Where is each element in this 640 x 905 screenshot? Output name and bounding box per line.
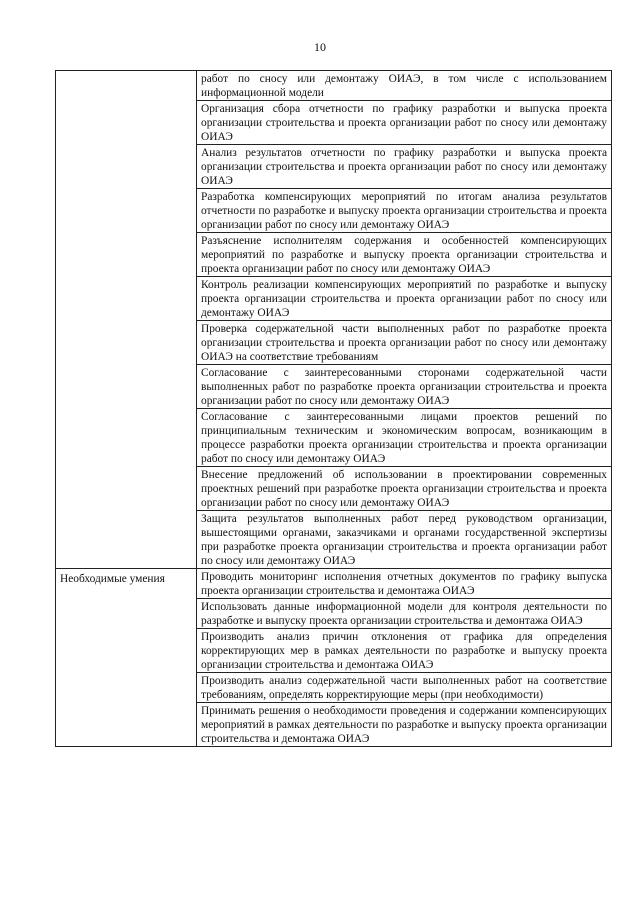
table-row [56,71,612,101]
table-row [56,569,612,599]
labor-action-item: Анализ результатов отчетности по графику разработки и выпуска проекта организации строительства и проекта организации работ по сносу или демонтажу ОИАЭ [197,145,612,189]
labor-action-item: Разработка компенсирующих мероприятий по итогам анализа результатов отчетности по разработке и выпуску проекта организации строительства и проекта организации работ по сносу или демонтажу ОИАЭ [197,189,612,233]
skill-item: Производить анализ причин отклонения от графика для определения корректирующих мер в рамках деятельности по разработке и выпуску проекта организации строительства и демонтажа ОИАЭ [197,629,612,673]
section-label-empty [56,71,197,569]
labor-action-item: Внесение предложений об использовании в проектировании современных проектных решений при разработке проекта организации строительства и проекта организации работ по сносу или демонтажу ОИАЭ [197,467,612,511]
labor-action-item: Согласование с заинтересованными лицами проектов решений по принципиальным техническим и экономическим вопросам, возникающим в процессе разработки проекта организации строительства и проекта организации работ по сносу или демонтажу ОИАЭ [197,409,612,467]
competency-table [55,70,612,747]
skill-item: Принимать решения о необходимости проведения и содержании компенсирующих мероприятий в рамках деятельности по разработке и выпуску проекта организации строительства и демонтажа ОИАЭ [197,703,612,747]
labor-action-item: Организация сбора отчетности по графику разработки и выпуска проекта организации строительства и проекта организации работ по сносу или демонтажу ОИАЭ [197,101,612,145]
skill-item: Использовать данные информационной модели для контроля деятельности по разработке и выпуску проекта организации строительства и демонтажа ОИАЭ [197,599,612,629]
page-number: 10 [314,40,326,54]
labor-action-item: Защита результатов выполненных работ перед руководством организации, вышестоящими органами, заказчиками и органами государственной экспертизы при разработке проекта организации строительства и проекта организации работ по сносу или демонтажу ОИАЭ [197,511,612,569]
skill-item: Проводить мониторинг исполнения отчетных документов по графику выпуска проекта организации строительства и демонтажа ОИАЭ [197,569,612,599]
labor-action-item: Разъяснение исполнителям содержания и особенностей компенсирующих мероприятий по разработке и выпуску проекта организации строительства и проекта организации работ по сносу или демонтажу ОИАЭ [197,233,612,277]
labor-action-item: Согласование с заинтересованными сторонами содержательной части выполненных работ по разработке проекта организации строительства и проекта организации работ по сносу или демонтажу ОИАЭ [197,365,612,409]
labor-action-item: работ по сносу или демонтажу ОИАЭ, в том числе с использованием информационной модели [197,71,612,101]
labor-action-item: Проверка содержательной части выполненных работ по разработке проекта организации строительства и проекта организации работ по сносу или демонтажу ОИАЭ на соответствие требованиям [197,321,612,365]
section-label-skills: Необходимые умения [56,569,197,747]
labor-action-item: Контроль реализации компенсирующих мероприятий по разработке и выпуску проекта организации строительства и проекта организации работ по сносу или демонтажу ОИАЭ [197,277,612,321]
skill-item: Производить анализ содержательной части выполненных работ на соответствие требованиям, определять корректирующие меры (при необходимости) [197,673,612,703]
